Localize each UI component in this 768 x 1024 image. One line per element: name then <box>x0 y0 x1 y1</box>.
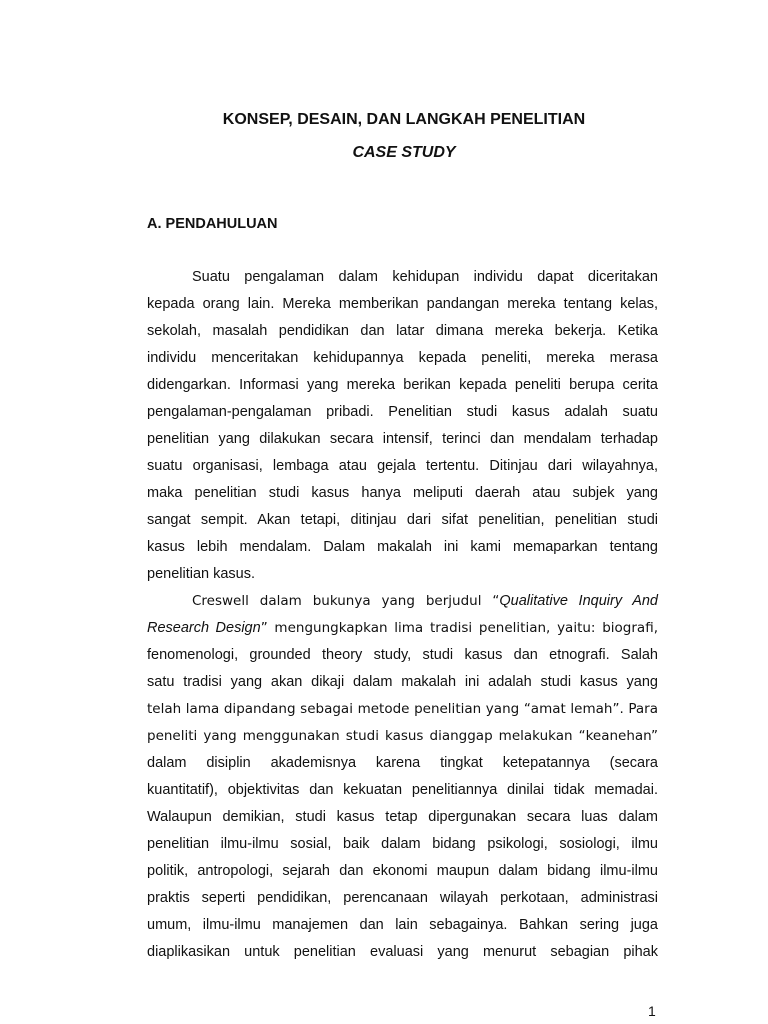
text-line <box>147 619 658 637</box>
text-line: dalam disiplin akademisnya karena tingkat ketepatannya (secara <box>147 755 658 771</box>
text-line: diaplikasikan untuk penelitian evaluasi yang menurut sebagian pihak <box>147 944 658 960</box>
text-line: kepada orang lain. Mereka memberikan pandangan mereka tentang kelas, <box>147 296 658 312</box>
text-line: fenomenologi, grounded theory study, studi kasus dan etnografi. Salah <box>147 647 658 663</box>
page-title: KONSEP, DESAIN, DAN LANGKAH PENELITIAN <box>222 111 586 128</box>
page-number: 1 <box>648 1003 656 1019</box>
text-line: umum, ilmu-ilmu manajemen dan lain sebagainya. Bahkan sering juga <box>147 917 658 933</box>
text-line: penelitian ilmu-ilmu sosial, baik dalam bidang psikologi, sosiologi, ilmu <box>147 836 658 852</box>
text-line: peneliti yang menggunakan studi kasus dianggap melakukan “keanehan” <box>147 728 658 744</box>
text-line: penelitian yang dilakukan secara intensif, terinci dan mendalam terhadap <box>147 431 658 447</box>
text-line: Walaupun demikian, studi kasus tetap dipergunakan secara luas dalam <box>147 809 658 825</box>
text-line: penelitian kasus. <box>147 566 256 582</box>
text-line: sangat sempit. Akan tetapi, ditinjau dari sifat penelitian, penelitian studi <box>147 512 658 528</box>
text-line: praktis seperti pendidikan, perencanaan wilayah perkotaan, administrasi <box>147 890 658 906</box>
book-title-span: Qualitative Inquiry And <box>499 593 658 609</box>
text-line: maka penelitian studi kasus hanya meliputi daerah atau subjek yang <box>147 485 658 501</box>
text-line: kasus lebih mendalam. Dalam makalah ini kami memaparkan tentang <box>147 539 658 555</box>
text-line: Suatu pengalaman dalam kehidupan individu dapat diceritakan <box>192 269 658 285</box>
text-line <box>192 592 658 610</box>
text-line: pengalaman-pengalaman pribadi. Penelitian studi kasus adalah suatu <box>147 404 658 420</box>
section-heading: A. PENDAHULUAN <box>147 216 278 232</box>
text-line: politik, antropologi, sejarah dan ekonomi maupun dalam bidang ilmu-ilmu <box>147 863 658 879</box>
text-line: didengarkan. Informasi yang mereka berikan kepada peneliti berupa cerita <box>147 377 658 393</box>
text-line: satu tradisi yang akan dikaji dalam makalah ini adalah studi kasus yang <box>147 674 658 690</box>
book-title-span: Research Design <box>147 620 261 636</box>
text-line: telah lama dipandang sebagai metode penelitian yang “amat lemah”. Para <box>147 701 658 717</box>
text-line: kuantitatif), objektivitas dan kekuatan penelitiannya dinilai tidak memadai. <box>147 782 658 798</box>
page-subtitle: CASE STUDY <box>352 144 456 161</box>
text-line: individu menceritakan kehidupannya kepada peneliti, mereka merasa <box>147 350 658 366</box>
text-line: sekolah, masalah pendidikan dan latar dimana mereka bekerja. Ketika <box>147 323 658 339</box>
text-span: Creswell dalam bukunya yang berjudul “ <box>192 593 500 609</box>
text-span: ” mengungkapkan lima tradisi penelitian, yaitu: biografi, <box>260 620 658 636</box>
text-line: suatu organisasi, lembaga atau gejala tertentu. Ditinjau dari wilayahnya, <box>147 458 658 474</box>
